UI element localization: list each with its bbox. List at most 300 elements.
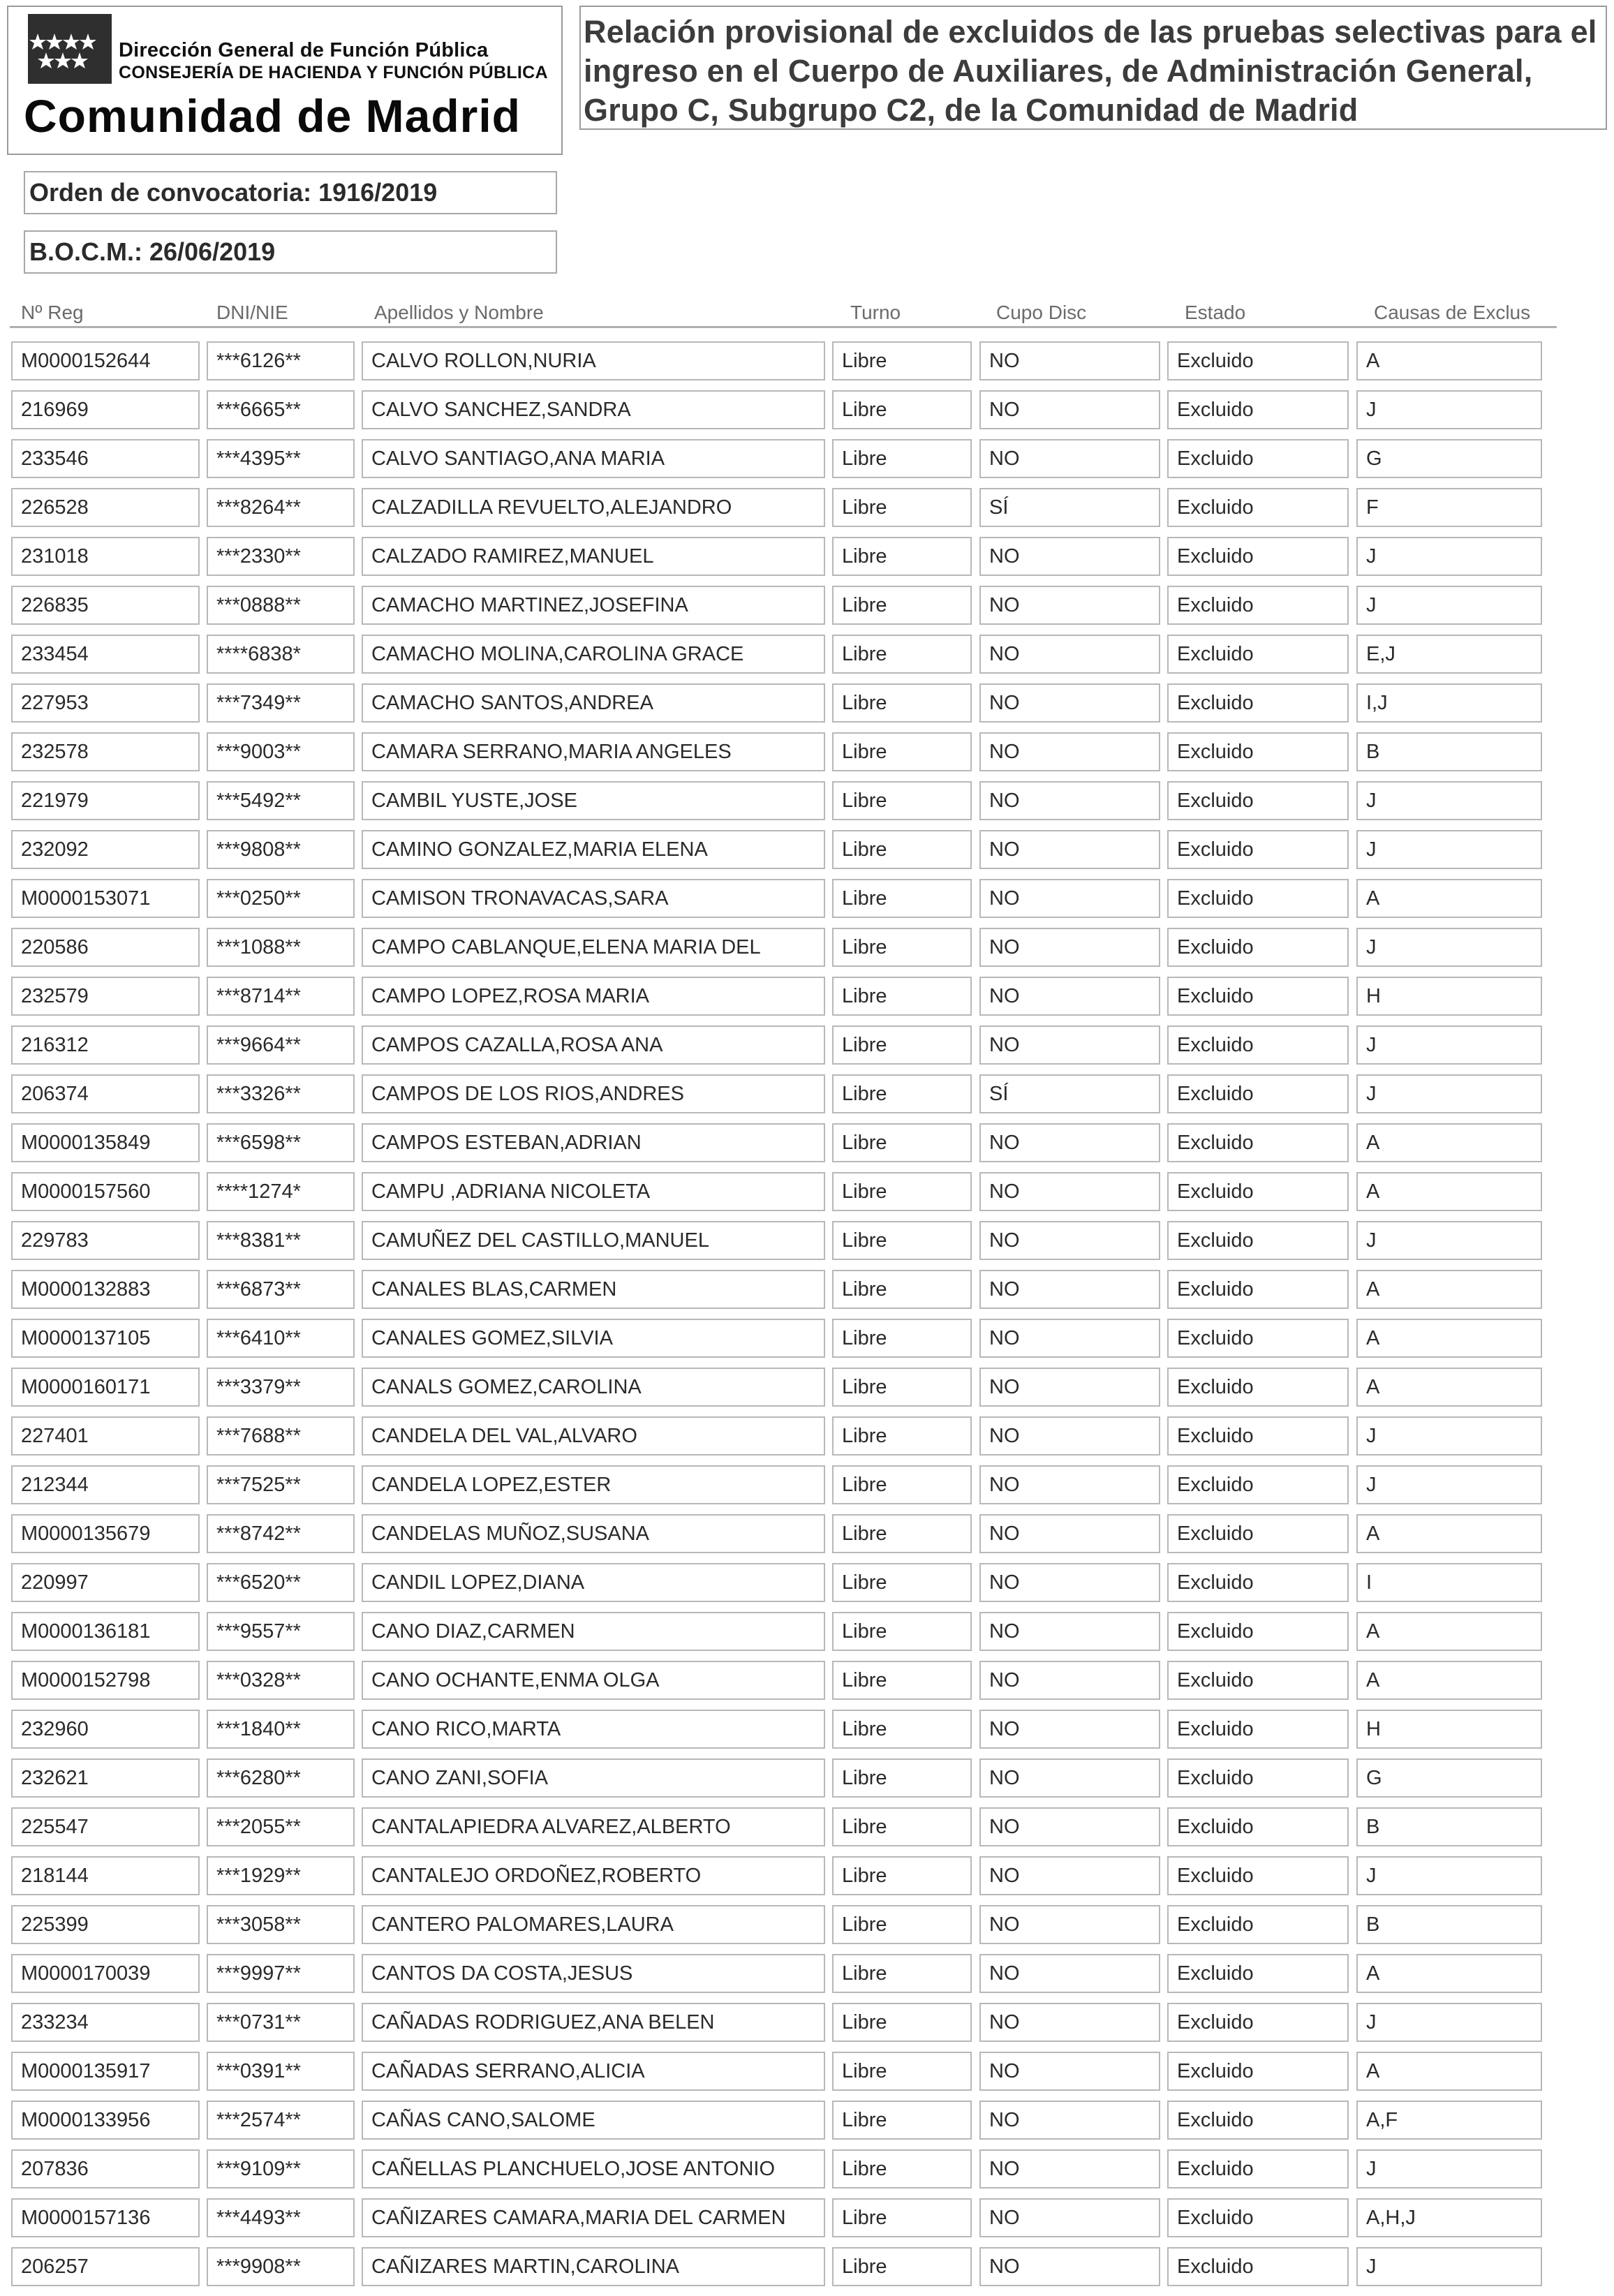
cell-nombre: CAMPOS CAZALLA,ROSA ANA <box>362 1025 825 1065</box>
cell-turno: Libre <box>832 1710 972 1749</box>
cell-nreg: 220997 <box>11 1563 200 1602</box>
table-row <box>0 1563 1614 1612</box>
table-row <box>0 1612 1614 1661</box>
cell-dni: ***0888** <box>207 586 355 625</box>
table-row <box>0 1123 1614 1172</box>
cell-nreg: 220586 <box>11 928 200 967</box>
cell-estado: Excluido <box>1167 2052 1349 2091</box>
cell-nombre: CANO OCHANTE,ENMA OLGA <box>362 1661 825 1700</box>
cell-nombre: CANO DIAZ,CARMEN <box>362 1612 825 1651</box>
cell-nombre: CANDIL LOPEZ,DIANA <box>362 1563 825 1602</box>
cell-causas: I,J <box>1356 683 1542 723</box>
cell-nombre: CAMPOS DE LOS RIOS,ANDRES <box>362 1074 825 1113</box>
cell-turno: Libre <box>832 341 972 380</box>
cell-estado: Excluido <box>1167 1319 1349 1358</box>
table-row <box>0 1514 1614 1563</box>
cell-dni: ***9664** <box>207 1025 355 1065</box>
cell-causas: J <box>1356 1416 1542 1456</box>
cell-cupo: NO <box>979 390 1160 429</box>
cell-cupo: NO <box>979 2247 1160 2286</box>
cell-cupo: NO <box>979 1856 1160 1895</box>
cell-cupo: NO <box>979 928 1160 967</box>
table-row <box>0 439 1614 488</box>
cell-estado: Excluido <box>1167 390 1349 429</box>
cell-dni: ***1840** <box>207 1710 355 1749</box>
cell-causas: A <box>1356 1123 1542 1162</box>
cell-dni: ***3326** <box>207 1074 355 1113</box>
cell-dni: ***1929** <box>207 1856 355 1895</box>
cell-nreg: 216312 <box>11 1025 200 1065</box>
logo-direccion-text: Dirección General de Función Pública <box>119 39 489 61</box>
cell-nombre: CANDELA DEL VAL,ALVARO <box>362 1416 825 1456</box>
cell-nreg: 226835 <box>11 586 200 625</box>
cell-cupo: NO <box>979 1954 1160 1993</box>
cell-turno: Libre <box>832 2101 972 2140</box>
cell-causas: E,J <box>1356 635 1542 674</box>
cell-estado: Excluido <box>1167 1612 1349 1651</box>
table-row <box>0 2101 1614 2149</box>
cell-cupo: NO <box>979 1416 1160 1456</box>
table-row <box>0 1270 1614 1319</box>
cell-cupo: NO <box>979 1807 1160 1846</box>
cell-turno: Libre <box>832 928 972 967</box>
cell-estado: Excluido <box>1167 781 1349 820</box>
cell-dni: ***0731** <box>207 2003 355 2042</box>
cell-nombre: CAMINO GONZALEZ,MARIA ELENA <box>362 830 825 869</box>
cell-nombre: CAMUÑEZ DEL CASTILLO,MANUEL <box>362 1221 825 1260</box>
cell-cupo: NO <box>979 1123 1160 1162</box>
cell-turno: Libre <box>832 1465 972 1504</box>
cell-cupo: NO <box>979 1758 1160 1798</box>
cell-dni: ***7688** <box>207 1416 355 1456</box>
cell-causas: J <box>1356 1074 1542 1113</box>
cell-nreg: M0000152644 <box>11 341 200 380</box>
cell-estado: Excluido <box>1167 1270 1349 1309</box>
cell-nombre: CANTALEJO ORDOÑEZ,ROBERTO <box>362 1856 825 1895</box>
column-header-nombre: Apellidos y Nombre <box>374 302 544 323</box>
cell-causas: A <box>1356 879 1542 918</box>
cell-turno: Libre <box>832 1758 972 1798</box>
cell-dni: ***0250** <box>207 879 355 918</box>
cell-nreg: 218144 <box>11 1856 200 1895</box>
cell-nombre: CAMPOS ESTEBAN,ADRIAN <box>362 1123 825 1162</box>
cell-cupo: NO <box>979 830 1160 869</box>
cell-nombre: CANTERO PALOMARES,LAURA <box>362 1905 825 1944</box>
excluded-table <box>0 341 1614 2296</box>
cell-nreg: M0000170039 <box>11 1954 200 1993</box>
cell-causas: B <box>1356 1905 1542 1944</box>
cell-causas: A <box>1356 1661 1542 1700</box>
cell-cupo: SÍ <box>979 1074 1160 1113</box>
table-row <box>0 2003 1614 2052</box>
cell-nreg: 225547 <box>11 1807 200 1846</box>
cell-dni: ***6126** <box>207 341 355 380</box>
cell-nombre: CAMPO LOPEZ,ROSA MARIA <box>362 977 825 1016</box>
cell-causas: J <box>1356 781 1542 820</box>
cell-cupo: NO <box>979 977 1160 1016</box>
cell-nombre: CANO RICO,MARTA <box>362 1710 825 1749</box>
cell-dni: ***6520** <box>207 1563 355 1602</box>
cell-causas: J <box>1356 1465 1542 1504</box>
cell-nreg: 233546 <box>11 439 200 478</box>
cell-dni: ***4395** <box>207 439 355 478</box>
cell-causas: J <box>1356 2003 1542 2042</box>
column-header-estado: Estado <box>1185 302 1246 323</box>
logo-consejeria-text: CONSEJERÍA DE HACIENDA Y FUNCIÓN PÚBLICA <box>119 63 548 82</box>
column-header-nreg: Nº Reg <box>21 302 84 323</box>
cell-cupo: NO <box>979 2101 1160 2140</box>
cell-estado: Excluido <box>1167 830 1349 869</box>
cell-nombre: CANALES GOMEZ,SILVIA <box>362 1319 825 1358</box>
cell-nombre: CALVO SANTIAGO,ANA MARIA <box>362 439 825 478</box>
cell-turno: Libre <box>832 488 972 527</box>
table-row <box>0 1807 1614 1856</box>
cell-dni: ***9997** <box>207 1954 355 1993</box>
header-logo-box <box>7 6 563 155</box>
table-row <box>0 732 1614 781</box>
cell-nombre: CAMPO CABLANQUE,ELENA MARIA DEL <box>362 928 825 967</box>
cell-dni: ***6665** <box>207 390 355 429</box>
cell-cupo: NO <box>979 2052 1160 2091</box>
cell-nreg: M0000133956 <box>11 2101 200 2140</box>
cell-nombre: CALZADILLA REVUELTO,ALEJANDRO <box>362 488 825 527</box>
cell-turno: Libre <box>832 2247 972 2286</box>
cell-cupo: NO <box>979 439 1160 478</box>
cell-estado: Excluido <box>1167 1172 1349 1211</box>
cell-cupo: NO <box>979 732 1160 771</box>
cell-causas: J <box>1356 2247 1542 2286</box>
cell-causas: J <box>1356 830 1542 869</box>
cell-cupo: NO <box>979 1025 1160 1065</box>
cell-cupo: SÍ <box>979 488 1160 527</box>
cell-causas: A <box>1356 1954 1542 1993</box>
cell-cupo: NO <box>979 1661 1160 1700</box>
cell-turno: Libre <box>832 1905 972 1944</box>
cell-causas: A,F <box>1356 2101 1542 2140</box>
cell-nombre: CAMACHO MOLINA,CAROLINA GRACE <box>362 635 825 674</box>
cell-turno: Libre <box>832 1514 972 1553</box>
cell-nreg: 229783 <box>11 1221 200 1260</box>
cell-turno: Libre <box>832 1123 972 1162</box>
document-title-box <box>579 6 1607 130</box>
cell-turno: Libre <box>832 1172 972 1211</box>
table-row <box>0 1954 1614 2003</box>
cell-cupo: NO <box>979 1172 1160 1211</box>
table-row <box>0 1368 1614 1416</box>
cell-nreg: 226528 <box>11 488 200 527</box>
table-row <box>0 586 1614 635</box>
table-row <box>0 683 1614 732</box>
cell-dni: ***7349** <box>207 683 355 723</box>
column-header-turno: Turno <box>850 302 901 323</box>
cell-cupo: NO <box>979 1612 1160 1651</box>
cell-dni: ***3058** <box>207 1905 355 1944</box>
cell-estado: Excluido <box>1167 1416 1349 1456</box>
cell-dni: ***9109** <box>207 2149 355 2188</box>
cell-estado: Excluido <box>1167 2198 1349 2237</box>
cell-nreg: M0000135917 <box>11 2052 200 2091</box>
cell-cupo: NO <box>979 1221 1160 1260</box>
cell-nreg: M0000157560 <box>11 1172 200 1211</box>
table-row <box>0 341 1614 390</box>
cell-dni: ***4493** <box>207 2198 355 2237</box>
cell-nombre: CAMBIL YUSTE,JOSE <box>362 781 825 820</box>
cell-nreg: 233234 <box>11 2003 200 2042</box>
cell-dni: ****1274* <box>207 1172 355 1211</box>
cell-causas: J <box>1356 2149 1542 2188</box>
table-row <box>0 1758 1614 1807</box>
cell-nombre: CANTALAPIEDRA ALVAREZ,ALBERTO <box>362 1807 825 1846</box>
cell-nombre: CAMACHO MARTINEZ,JOSEFINA <box>362 586 825 625</box>
cell-estado: Excluido <box>1167 977 1349 1016</box>
column-header-causas: Causas de Exclus <box>1374 302 1531 323</box>
cell-estado: Excluido <box>1167 2149 1349 2188</box>
cell-cupo: NO <box>979 341 1160 380</box>
table-row <box>0 390 1614 439</box>
table-row <box>0 1074 1614 1123</box>
cell-dni: ***2574** <box>207 2101 355 2140</box>
table-row <box>0 928 1614 977</box>
cell-dni: ***5492** <box>207 781 355 820</box>
cell-cupo: NO <box>979 1563 1160 1602</box>
cell-dni: ***8742** <box>207 1514 355 1553</box>
cell-turno: Libre <box>832 439 972 478</box>
cell-causas: J <box>1356 537 1542 576</box>
cell-causas: J <box>1356 390 1542 429</box>
cell-cupo: NO <box>979 1905 1160 1944</box>
column-header-dni: DNI/NIE <box>216 302 288 323</box>
cell-dni: ***8381** <box>207 1221 355 1260</box>
cell-estado: Excluido <box>1167 683 1349 723</box>
cell-estado: Excluido <box>1167 2247 1349 2286</box>
cell-turno: Libre <box>832 1612 972 1651</box>
cell-cupo: NO <box>979 781 1160 820</box>
cell-estado: Excluido <box>1167 1807 1349 1846</box>
cell-dni: ***9557** <box>207 1612 355 1651</box>
cell-estado: Excluido <box>1167 1514 1349 1553</box>
table-row <box>0 1465 1614 1514</box>
cell-nombre: CAÑAS CANO,SALOME <box>362 2101 825 2140</box>
cell-nreg: 207836 <box>11 2149 200 2188</box>
cell-nombre: CANALS GOMEZ,CAROLINA <box>362 1368 825 1407</box>
cell-dni: ***6873** <box>207 1270 355 1309</box>
cell-nombre: CANDELA LOPEZ,ESTER <box>362 1465 825 1504</box>
cell-nreg: 227401 <box>11 1416 200 1456</box>
cell-nreg: M0000153071 <box>11 879 200 918</box>
cell-estado: Excluido <box>1167 1905 1349 1944</box>
cell-causas: B <box>1356 732 1542 771</box>
cell-nreg: M0000160171 <box>11 1368 200 1407</box>
cell-estado: Excluido <box>1167 1221 1349 1260</box>
cell-nreg: 232578 <box>11 732 200 771</box>
cell-causas: J <box>1356 1221 1542 1260</box>
cell-turno: Libre <box>832 586 972 625</box>
cell-turno: Libre <box>832 1368 972 1407</box>
table-row <box>0 1661 1614 1710</box>
cell-turno: Libre <box>832 879 972 918</box>
cell-causas: J <box>1356 928 1542 967</box>
cell-estado: Excluido <box>1167 1074 1349 1113</box>
cell-causas: A <box>1356 341 1542 380</box>
cell-turno: Libre <box>832 830 972 869</box>
table-row <box>0 2149 1614 2198</box>
cell-causas: H <box>1356 1710 1542 1749</box>
table-row <box>0 1416 1614 1465</box>
cell-turno: Libre <box>832 1807 972 1846</box>
cell-turno: Libre <box>832 2003 972 2042</box>
cell-nombre: CAMARA SERRANO,MARIA ANGELES <box>362 732 825 771</box>
table-row <box>0 2247 1614 2296</box>
orden-convocatoria: Orden de convocatoria: 1916/2019 <box>24 171 557 214</box>
cell-cupo: NO <box>979 1270 1160 1309</box>
cell-dni: ***1088** <box>207 928 355 967</box>
cell-nombre: CAÑADAS SERRANO,ALICIA <box>362 2052 825 2091</box>
cell-nreg: 225399 <box>11 1905 200 1944</box>
cell-dni: ***6280** <box>207 1758 355 1798</box>
cell-nreg: M0000152798 <box>11 1661 200 1700</box>
cell-causas: A <box>1356 1319 1542 1358</box>
cell-estado: Excluido <box>1167 1954 1349 1993</box>
cell-turno: Libre <box>832 1221 972 1260</box>
cell-nreg: M0000136181 <box>11 1612 200 1651</box>
cell-nombre: CALVO ROLLON,NURIA <box>362 341 825 380</box>
table-row <box>0 781 1614 830</box>
cell-nreg: 227953 <box>11 683 200 723</box>
cell-dni: ***9908** <box>207 2247 355 2286</box>
cell-dni: ***3379** <box>207 1368 355 1407</box>
cell-dni: ***8264** <box>207 488 355 527</box>
table-row <box>0 488 1614 537</box>
cell-causas: A <box>1356 1612 1542 1651</box>
cell-cupo: NO <box>979 537 1160 576</box>
table-header <box>10 293 1557 328</box>
cell-nombre: CAÑELLAS PLANCHUELO,JOSE ANTONIO <box>362 2149 825 2188</box>
cell-dni: ***8714** <box>207 977 355 1016</box>
cell-estado: Excluido <box>1167 1123 1349 1162</box>
cell-nreg: 216969 <box>11 390 200 429</box>
cell-nombre: CAÑIZARES MARTIN,CAROLINA <box>362 2247 825 2286</box>
cell-estado: Excluido <box>1167 635 1349 674</box>
cell-cupo: NO <box>979 1368 1160 1407</box>
madrid-flag-icon <box>28 14 112 84</box>
cell-cupo: NO <box>979 1465 1160 1504</box>
cell-turno: Libre <box>832 732 972 771</box>
cell-nreg: 232579 <box>11 977 200 1016</box>
cell-nreg: M0000135679 <box>11 1514 200 1553</box>
cell-dni: ***2330** <box>207 537 355 576</box>
cell-cupo: NO <box>979 2149 1160 2188</box>
table-row <box>0 879 1614 928</box>
cell-estado: Excluido <box>1167 1710 1349 1749</box>
table-row <box>0 1221 1614 1270</box>
cell-cupo: NO <box>979 879 1160 918</box>
table-row <box>0 830 1614 879</box>
cell-estado: Excluido <box>1167 1563 1349 1602</box>
cell-nombre: CAMPU ,ADRIANA NICOLETA <box>362 1172 825 1211</box>
cell-nombre: CANTOS DA COSTA,JESUS <box>362 1954 825 1993</box>
cell-dni: ***9808** <box>207 830 355 869</box>
cell-causas: J <box>1356 586 1542 625</box>
table-row <box>0 1172 1614 1221</box>
cell-causas: A <box>1356 1514 1542 1553</box>
cell-dni: ***7525** <box>207 1465 355 1504</box>
cell-nreg: 231018 <box>11 537 200 576</box>
table-row <box>0 1905 1614 1954</box>
cell-causas: A,H,J <box>1356 2198 1542 2237</box>
table-row <box>0 977 1614 1025</box>
table-row <box>0 1710 1614 1758</box>
cell-nombre: CALZADO RAMIREZ,MANUEL <box>362 537 825 576</box>
cell-estado: Excluido <box>1167 2101 1349 2140</box>
cell-estado: Excluido <box>1167 439 1349 478</box>
cell-turno: Libre <box>832 977 972 1016</box>
cell-dni: ***6410** <box>207 1319 355 1358</box>
cell-causas: J <box>1356 1025 1542 1065</box>
cell-nombre: CAMACHO SANTOS,ANDREA <box>362 683 825 723</box>
cell-nombre: CANALES BLAS,CARMEN <box>362 1270 825 1309</box>
cell-estado: Excluido <box>1167 1368 1349 1407</box>
cell-causas: H <box>1356 977 1542 1016</box>
cell-nombre: CANO ZANI,SOFIA <box>362 1758 825 1798</box>
cell-turno: Libre <box>832 1074 972 1113</box>
cell-estado: Excluido <box>1167 537 1349 576</box>
cell-causas: A <box>1356 2052 1542 2091</box>
cell-estado: Excluido <box>1167 341 1349 380</box>
cell-dni: ****6838* <box>207 635 355 674</box>
cell-estado: Excluido <box>1167 488 1349 527</box>
document-title: Relación provisional de excluidos de las pruebas selectivas para el ingreso en el Cuerpo de Auxiliares, de Administración General, Grupo C, Subgrupo C2, de la Comunidad de Madrid <box>584 14 1597 128</box>
cell-turno: Libre <box>832 1025 972 1065</box>
cell-causas: A <box>1356 1368 1542 1407</box>
cell-nreg: 221979 <box>11 781 200 820</box>
cell-estado: Excluido <box>1167 1758 1349 1798</box>
cell-nreg: 206374 <box>11 1074 200 1113</box>
cell-estado: Excluido <box>1167 732 1349 771</box>
table-row <box>0 2052 1614 2101</box>
cell-cupo: NO <box>979 1319 1160 1358</box>
cell-causas: F <box>1356 488 1542 527</box>
cell-turno: Libre <box>832 1661 972 1700</box>
cell-dni: ***6598** <box>207 1123 355 1162</box>
cell-estado: Excluido <box>1167 1465 1349 1504</box>
cell-nombre: CAMISON TRONAVACAS,SARA <box>362 879 825 918</box>
cell-turno: Libre <box>832 1319 972 1358</box>
cell-nreg: M0000157136 <box>11 2198 200 2237</box>
cell-estado: Excluido <box>1167 586 1349 625</box>
bocm-date: B.O.C.M.: 26/06/2019 <box>24 230 557 274</box>
table-row <box>0 2198 1614 2247</box>
cell-causas: G <box>1356 1758 1542 1798</box>
cell-turno: Libre <box>832 635 972 674</box>
column-header-cupo: Cupo Disc <box>996 302 1087 323</box>
cell-nreg: 206257 <box>11 2247 200 2286</box>
table-row <box>0 1856 1614 1905</box>
cell-turno: Libre <box>832 2149 972 2188</box>
cell-turno: Libre <box>832 537 972 576</box>
cell-turno: Libre <box>832 1270 972 1309</box>
cell-cupo: NO <box>979 586 1160 625</box>
cell-dni: ***0391** <box>207 2052 355 2091</box>
cell-nreg: 232960 <box>11 1710 200 1749</box>
cell-cupo: NO <box>979 2003 1160 2042</box>
cell-nombre: CALVO SANCHEZ,SANDRA <box>362 390 825 429</box>
table-row <box>0 537 1614 586</box>
cell-nreg: 232092 <box>11 830 200 869</box>
cell-nreg: M0000132883 <box>11 1270 200 1309</box>
cell-turno: Libre <box>832 2052 972 2091</box>
cell-causas: A <box>1356 1172 1542 1211</box>
cell-nombre: CAÑADAS RODRIGUEZ,ANA BELEN <box>362 2003 825 2042</box>
